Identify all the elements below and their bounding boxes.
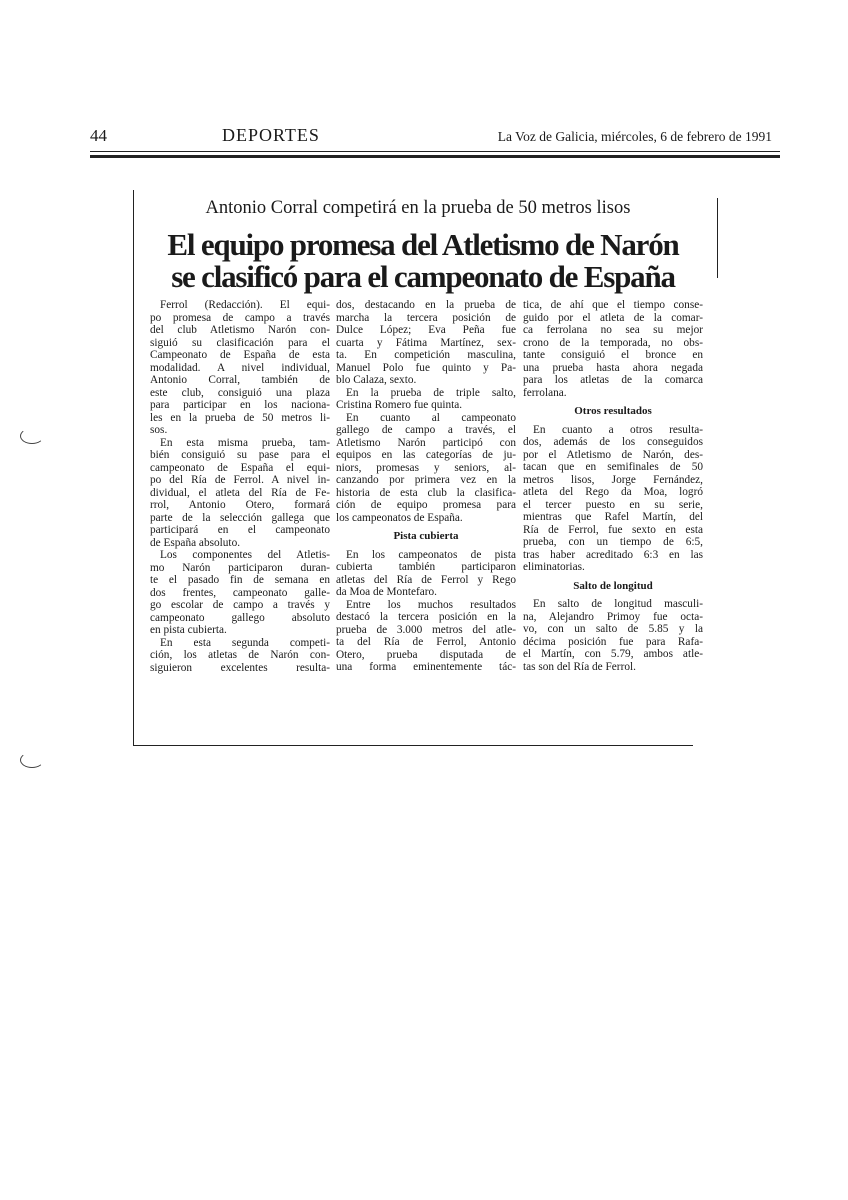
text-line: bién consiguió su pase para el: [150, 449, 330, 461]
paragraph: [336, 549, 516, 599]
text-line: el Martín, con 5.79, ambos atle-: [523, 648, 703, 660]
text-line: dos, además de los conseguidos: [523, 436, 703, 448]
header-rule-thin: [90, 151, 780, 152]
text-line: décima posición fue para Rafa-: [523, 635, 703, 648]
text-line: En esta segunda competi-: [160, 636, 330, 649]
text-line: gallego de campo a través, el: [336, 424, 516, 436]
text-line: En salto de longitud masculi-: [533, 598, 703, 610]
text-line: Atletismo Narón participó con: [336, 436, 516, 449]
text-line: tas son del Ría de Ferrol.: [523, 660, 636, 673]
text-line: da Moa de Montefaro.: [336, 586, 438, 598]
text-line: ción, los atletas de Narón con-: [150, 649, 330, 661]
scan-mark: [20, 752, 44, 768]
text-line: go escolar de campo a través y: [150, 599, 330, 611]
subheading: Salto de longitud: [573, 579, 653, 592]
text-line: historia de esta club la clasifica-: [336, 486, 516, 499]
text-line: guido por el atleta de la comar-: [523, 311, 703, 324]
paragraph: [150, 549, 330, 637]
article-kicker: Antonio Corral competirá en la prueba de 50 metros lisos: [205, 198, 631, 218]
text-line: ta del Ría de Ferrol, Antonio: [336, 636, 516, 648]
text-line: tras haber acreditado 6:3 en las: [523, 548, 703, 561]
text-line: Los componentes del Atletis-: [160, 549, 330, 561]
text-line: vo, con un salto de 5.85 y la: [523, 623, 703, 635]
text-line: atleta del Rego da Moa, logró: [523, 486, 703, 498]
text-line: mo Narón participaron duran-: [150, 561, 330, 574]
headline-line-1: El equipo promesa del Atletismo de Narón: [167, 227, 679, 262]
text-line: Ferrol (Redacción). El equi-: [160, 299, 330, 311]
text-line: niors, promesas y seniors, al-: [336, 461, 516, 474]
article-column-3: [523, 299, 703, 673]
article-box-right-border: [717, 198, 718, 278]
text-line: por el Atletismo de Narón, des-: [523, 448, 703, 461]
text-line: Cristina Romero fue quinta.: [336, 399, 463, 411]
text-line: En esta misma prueba, tam-: [160, 436, 330, 449]
text-line: tica, de ahí que el tiempo conse-: [523, 299, 703, 311]
text-line: Ría de Ferrol, fue sexto en esta: [523, 523, 703, 536]
text-line: ca ferrolana no sea su mejor: [523, 324, 703, 336]
text-line: una forma eminentemente tác-: [336, 661, 516, 673]
text-line: siguió su clasificación para el: [150, 336, 330, 349]
paragraph: [150, 437, 330, 550]
paragraph: [336, 387, 516, 412]
text-line: prueba, con un tiempo de 6:5,: [523, 536, 703, 548]
text-line: siguieron excelentes resulta-: [150, 661, 330, 674]
text-line: ción de equipo promesa para: [336, 499, 516, 511]
paragraph: [523, 598, 703, 673]
article-column-1: [150, 299, 330, 674]
text-line: eliminatorias.: [523, 561, 585, 573]
text-line: modalidad. A nivel individual,: [150, 361, 330, 374]
paragraph: [336, 599, 516, 674]
text-line: tante consiguió el bronce en: [523, 349, 703, 361]
section-title: DEPORTES: [222, 125, 320, 145]
text-line: Manuel Polo fue quinto y Pa-: [336, 361, 516, 374]
text-line: prueba de 3.000 metros del atle-: [336, 623, 516, 636]
paragraph: [523, 424, 703, 574]
dateline: La Voz de Galicia, miércoles, 6 de febrero de 1991: [497, 129, 772, 144]
text-line: los campeonatos de España.: [336, 511, 463, 524]
text-line: Otero, prueba disputada de: [336, 648, 516, 661]
text-line: cubierta también participaron: [336, 561, 516, 573]
text-line: para participar en los naciona-: [150, 399, 330, 411]
text-line: ta. En competición masculina,: [336, 349, 516, 361]
subheading: Otros resultados: [574, 405, 652, 417]
text-line: sos.: [150, 424, 168, 436]
text-line: po promesa de campo a través: [150, 311, 330, 324]
text-line: blo Calaza, sexto.: [336, 374, 417, 386]
paragraph: [336, 412, 516, 525]
text-line: canzando por primera vez en la: [336, 474, 516, 486]
header-rule-thick: [90, 155, 780, 158]
text-line: Entre los muchos resultados: [346, 598, 516, 611]
text-line: del club Atletismo Narón con-: [150, 324, 330, 336]
text-line: participará en el campeonato: [150, 524, 330, 536]
text-line: destacó la tercera posición en la: [336, 611, 516, 623]
text-line: de España absoluto.: [150, 536, 241, 549]
text-line: dos, destacando en la prueba de: [336, 299, 516, 311]
text-line: cuarta y Fátima Martínez, sex-: [336, 336, 516, 349]
text-line: parte de la selección gallega que: [150, 511, 330, 524]
text-line: ferrolana.: [523, 386, 567, 399]
subheading: Pista cubierta: [393, 530, 459, 542]
text-line: Campeonato de España de esta: [150, 349, 330, 361]
paragraph: [150, 299, 330, 437]
article-box-bottom-border: [133, 745, 693, 746]
text-line: na, Alejandro Primoy fue octa-: [523, 610, 703, 623]
text-line: dividual, el atleta del Ría de Fe-: [150, 486, 330, 499]
paragraph: [523, 299, 703, 399]
text-line: mientras que Rafel Martín, del: [523, 511, 703, 523]
text-line: En cuanto a otros resulta-: [533, 423, 703, 436]
text-line: este club, consiguió una plaza: [150, 386, 330, 399]
text-line: tacan que en semifinales de 50: [523, 461, 703, 473]
text-line: En los campeonatos de pista: [346, 548, 516, 561]
text-line: atletas del Ría de Ferrol y Rego: [336, 573, 516, 586]
text-line: po del Ría de Ferrol. A nivel in-: [150, 474, 330, 486]
text-line: te el pasado fin de semana en: [150, 574, 330, 586]
text-line: En cuanto al campeonato: [346, 411, 516, 424]
text-line: metros lisos, Jorge Fernández,: [523, 473, 703, 486]
text-line: el tercer puesto en su serie,: [523, 498, 703, 511]
paragraph: [336, 299, 516, 387]
scan-mark: [20, 428, 44, 444]
text-line: marcha la tercera posición de: [336, 311, 516, 324]
text-line: En la prueba de triple salto,: [346, 386, 516, 399]
text-line: Antonio Corral, también de: [150, 374, 330, 386]
text-line: les en la prueba de 50 metros li-: [150, 411, 330, 424]
text-line: una prueba hasta ahora negada: [523, 361, 703, 374]
text-line: dos frentes, campeonato galle-: [150, 586, 330, 599]
text-line: en pista cubierta.: [150, 624, 227, 636]
headline-line-2: se clasificó para el campeonato de España: [171, 259, 675, 294]
paragraph: [150, 637, 330, 675]
article-column-2: [336, 299, 516, 674]
text-line: crono de la temporada, no obs-: [523, 336, 703, 349]
text-line: para los atletas de la comarca: [523, 374, 703, 386]
text-line: campeonato gallego absoluto: [150, 611, 330, 624]
text-line: Dulce López; Eva Peña fue: [336, 324, 516, 336]
text-line: campeonato de España el equi-: [150, 461, 330, 474]
text-line: rrol, Antonio Otero, formará: [150, 499, 330, 511]
page-number: 44: [90, 126, 107, 145]
text-line: equipos en las categorías de ju-: [336, 449, 516, 461]
